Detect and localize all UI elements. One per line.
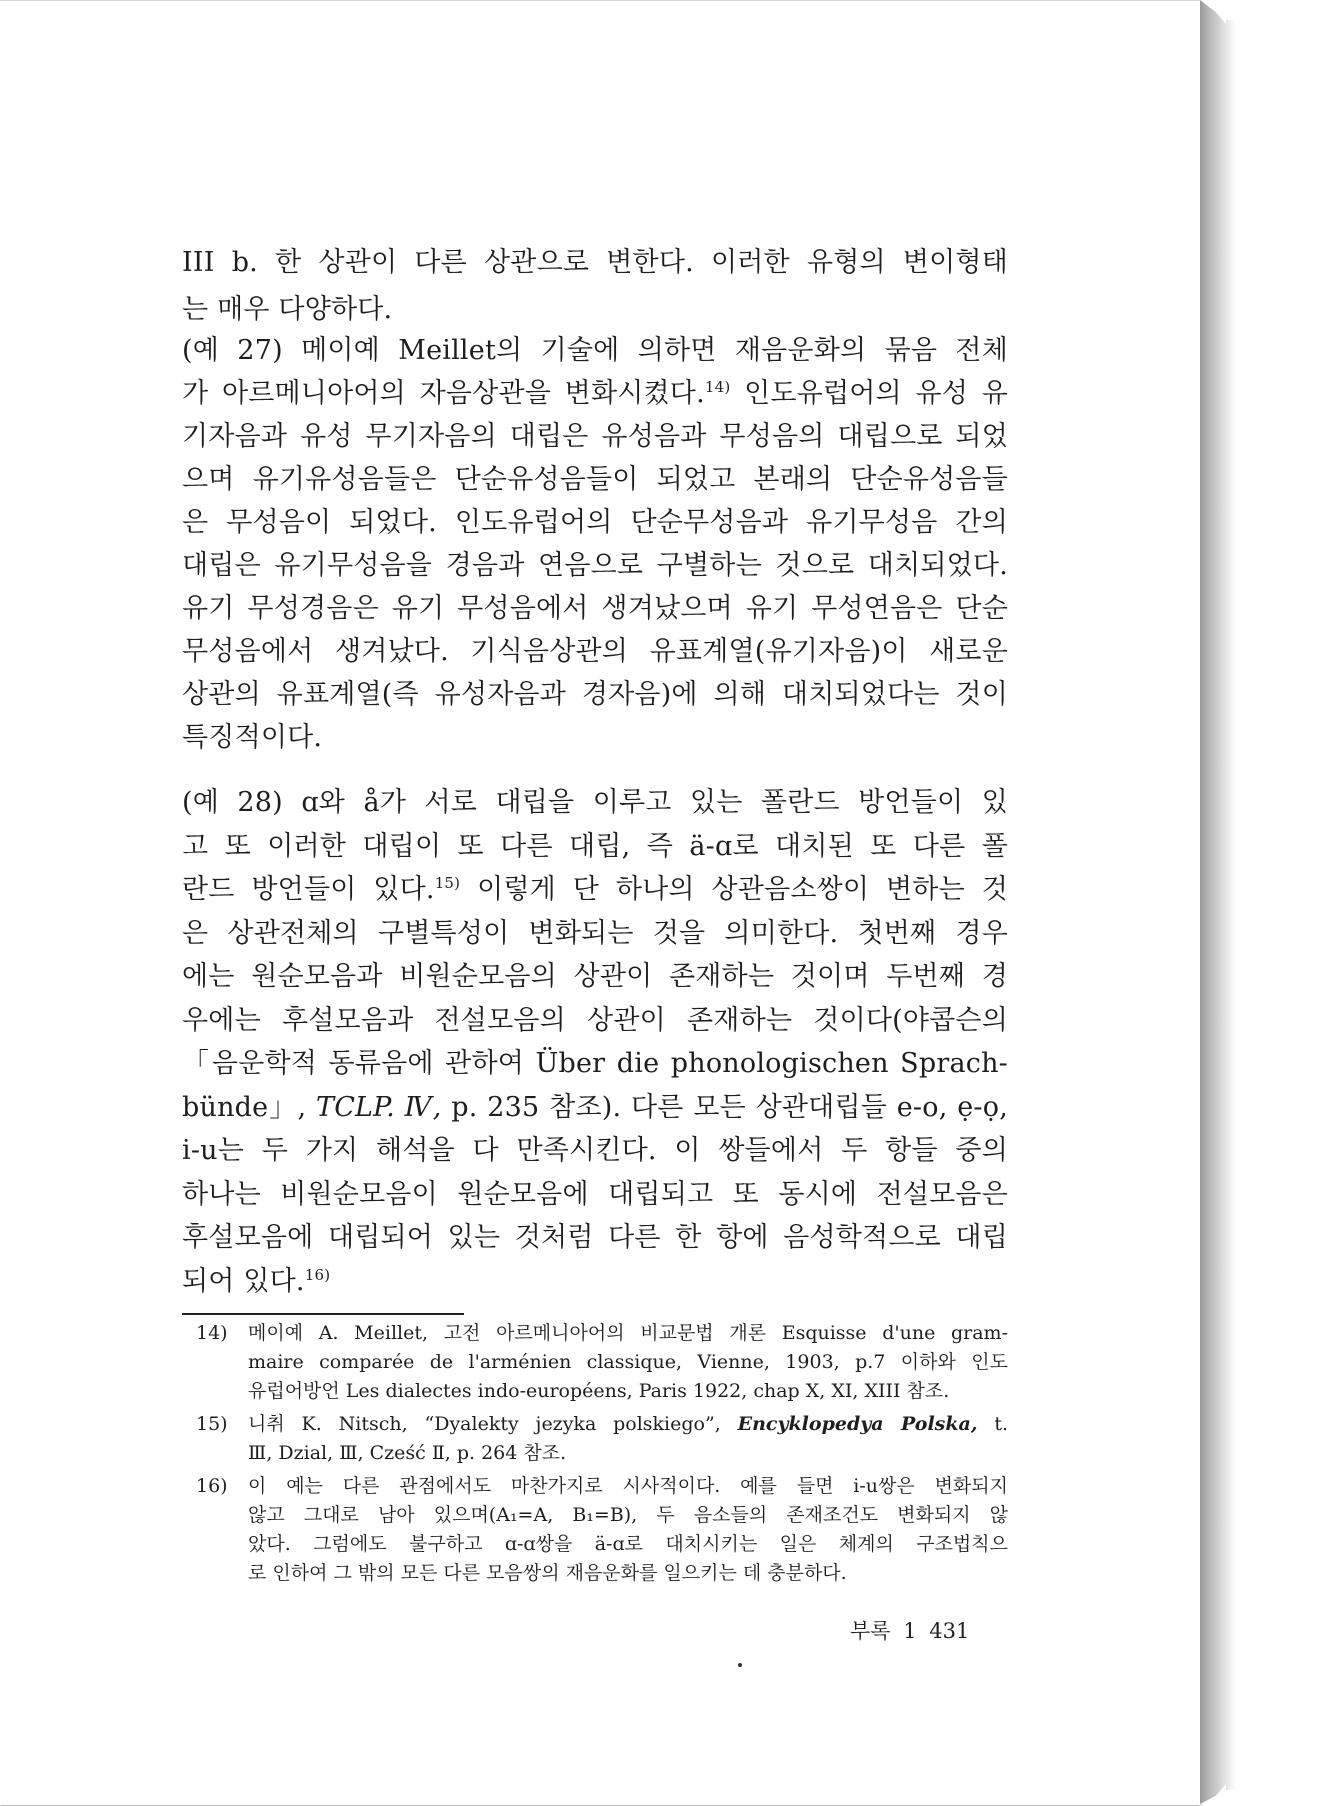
text-segment: 인도유럽어의 유성 유: [744, 378, 1008, 409]
text-line: 하나는 비원순모음이 원순모음에 대립되고 또 동시에 전설모음은: [182, 1178, 1008, 1210]
text-line: 상관의 유표계열(즉 유성자음과 경자음)에 의해 대치되었다는 것이: [182, 679, 1008, 710]
text-line: 「음운학적 동류음에 관하여 Über die phonologischen Sprach-: [182, 1048, 1008, 1079]
text-line: (예 28) ɑ와 å가 서로 대립을 이루고 있는 폴란드 방언들이 있: [182, 787, 1008, 818]
footnote-line: 유럽어방언 Les dialectes indo-européens, Paris 1922, chap X, XI, XIII 참조.: [248, 1380, 950, 1402]
text-line: 대립은 유기무성음을 경음과 연음으로 구별하는 것으로 대치되었다.: [182, 550, 1008, 581]
footnote-ref-16[interactable]: 16): [304, 1265, 331, 1284]
footnote-divider: [182, 1313, 464, 1315]
footnotes: [182, 1319, 1008, 1592]
footnote-line: maire comparée de l'arménien classique, Vienne, 1903, p.7 이하와 인도: [248, 1351, 1008, 1373]
page-shadow: [1226, 20, 1236, 1790]
text-line: 우에는 후설모음과 전설모음의 상관이 존재하는 것이다(야콥슨의: [182, 1004, 1008, 1036]
text-line: 은 무성음이 되었다. 인도유럽어의 단순무성음과 유기무성음 간의: [182, 507, 1008, 538]
text-line: [182, 868, 1008, 912]
footnote-15: [182, 1410, 1008, 1468]
text-segment: 되어 있다.: [182, 1265, 305, 1297]
footnote-line: 메이예 A. Meillet, 고전 아르메니아어의 비교문법 개론 Esquisse d'une gram-: [248, 1322, 1008, 1344]
footnote-ref-15[interactable]: 15): [434, 874, 461, 892]
text-line: i-u는 두 가지 해석을 다 만족시킨다. 이 쌍들에서 두 항들 중의: [182, 1135, 1008, 1166]
footnote-number: 16): [196, 1475, 228, 1497]
page-footer: [850, 1615, 969, 1645]
text-line: 유기 무성경음은 유기 무성음에서 생겨났으며 유기 무성연음은 단순: [182, 593, 1008, 624]
text-segment: 란드 방언들이 있다.: [182, 874, 435, 905]
text-line: 는 매우 다양하다.: [182, 294, 393, 325]
footnote-16: [182, 1472, 1008, 1588]
journal-title: TCLP. Ⅳ,: [315, 1091, 442, 1123]
footnote-line: [248, 1410, 1008, 1439]
footnote-line: 않고 그대로 남아 있으며(A₁=A, B₁=B), 두 음소들의 존재조건도 변화되지 않: [248, 1504, 1008, 1526]
text-segment: 니취 K. Nitsch, “Dyalekty jezyka polskiego”,: [248, 1413, 721, 1435]
text-segment: p. 235 참조). 다른 모든 상관대립들 e-o, ẹ-ọ,: [451, 1091, 1008, 1123]
text-line: 고 또 이러한 대립이 또 다른 대립, 즉 ä-ɑ로 대치된 또 다른 폴: [182, 830, 1008, 862]
text-line: 무성음에서 생겨났다. 기식음상관의 유표계열(유기자음)이 새로운: [182, 636, 1008, 667]
text-line: 후설모음에 대립되어 있는 것처럼 다른 한 항에 음성학적으로 대립: [182, 1222, 1008, 1253]
text-line: 기자음과 유성 무기자음의 대립은 유성음과 무성음의 대립으로 되었: [182, 421, 1008, 452]
page-stack-edge: [1200, 0, 1226, 1804]
section-heading-paragraph: [182, 239, 1008, 333]
text-line: (예 27) 메이예 Meillet의 기술에 의하면 재음운화의 묶음 전체: [182, 335, 1008, 366]
footnote-line: 로 인하여 그 밖의 모든 다른 모음쌍의 재음운화를 일으키는 데 충분하다.: [248, 1562, 847, 1584]
text-line: [182, 1086, 1008, 1130]
footnote-line: Ⅲ, Dzial, Ⅲ, Cześć Ⅱ, p. 264 참조.: [248, 1442, 567, 1464]
text-segment: t.: [994, 1413, 1009, 1435]
text-line: III b. 한 상관이 다른 상관으로 변한다. 이러한 유형의 변이형태: [182, 247, 1008, 278]
example-27-paragraph: [182, 329, 1008, 759]
example-28-paragraph: [182, 781, 1008, 1303]
text-line: 은 상관전체의 구별특성이 변화되는 것을 의미한다. 첫번째 경우: [182, 917, 1008, 949]
footnote-number: 14): [196, 1322, 228, 1344]
print-speck: [738, 1663, 742, 1667]
page-number: 431: [929, 1619, 970, 1643]
footnote-number: 15): [196, 1413, 228, 1435]
footnote-line: 이 예는 다른 관점에서도 마찬가지로 시사적이다. 예를 들면 i-u쌍은 변화되지: [248, 1475, 1008, 1497]
text-segment: 이렇게 단 하나의 상관음소쌍이 변하는 것: [477, 874, 1008, 905]
encyclopedia-title: Encyklopedya Polska,: [737, 1413, 978, 1435]
text-line: [182, 372, 1008, 415]
text-segment: bünde」,: [182, 1091, 307, 1123]
text-line: [182, 1260, 1008, 1304]
text-line: 으며 유기유성음들은 단순유성음들이 되었고 본래의 단순유성음들: [182, 464, 1008, 495]
text-line: 에는 원순모음과 비원순모음의 상관이 존재하는 것이며 두번째 경: [182, 961, 1008, 992]
footnote-14: [182, 1319, 1008, 1406]
text-line: 특징적이다.: [182, 722, 323, 753]
text-segment: 가 아르메니아어의 자음상관을 변화시켰다.: [182, 378, 705, 409]
footnote-ref-14[interactable]: 14): [704, 378, 731, 396]
footnote-line: 았다. 그럼에도 불구하고 ɑ-ɑ쌍을 ä-ɑ로 대치시키는 일은 체계의 구조법칙으: [248, 1533, 1008, 1555]
appendix-label: 부록 1: [850, 1619, 917, 1643]
